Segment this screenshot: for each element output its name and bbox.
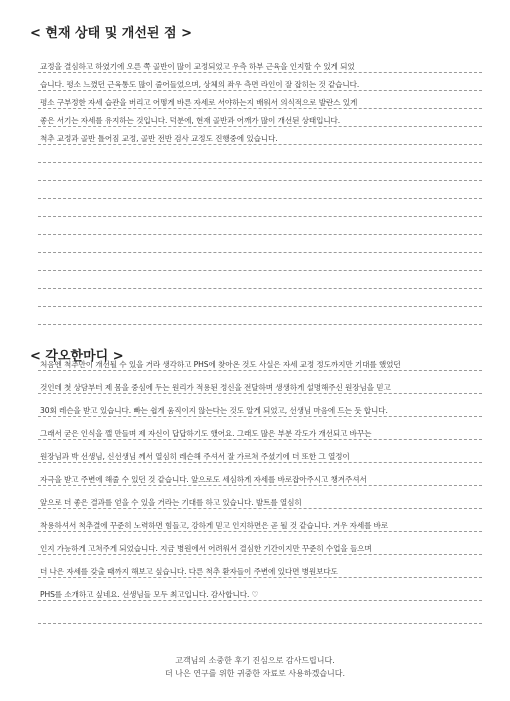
handwritten-line: 척추 교정과 골반 틀어짐 교정, 골반 전반 검사 교정도 진행중에 있습니다.	[40, 134, 278, 143]
handwritten-line: 처음엔 척추만이 개선될 수 있을 거라 생각하고 PHS에 찾아온 것도 사실은 자세 교정 정도까지만 기대를 했었던	[40, 360, 401, 369]
ruled-line	[38, 306, 482, 307]
ruled-line	[38, 162, 482, 163]
ruled-line	[38, 270, 482, 271]
section-resolution-heading: < 각오한마디 >	[30, 349, 124, 364]
ruled-line	[38, 144, 482, 145]
ruled-line	[38, 416, 482, 417]
ruled-line	[38, 252, 482, 253]
handwritten-line: PHS를 소개하고 싶네요. 선생님들 모두 최고입니다. 감사합니다. ♡	[40, 590, 259, 599]
handwritten-line: 더 나은 자세를 갖출 때까지 해보고 싶습니다. 다른 척추 환자들이 주변에 있다면 병원보다도	[40, 567, 338, 576]
ruled-line	[38, 126, 482, 127]
ruled-line	[38, 439, 482, 440]
handwritten-line: 인지 가능하게 고쳐주게 되었습니다. 지금 병원에서 어려워서 결심한 기간이지만 꾸준히 수업을 들으며	[40, 544, 372, 553]
footer-thanks: 고객님의 소중한 후기 진심으로 감사드립니다.	[175, 656, 335, 665]
ruled-line	[38, 485, 482, 486]
ruled-line	[38, 554, 482, 555]
handwritten-line: 습니다. 평소 느꼈던 근육통도 많이 줄어들었으며, 상체의 좌우 측면 라인이 잘 잡히는 것 같습니다.	[40, 80, 360, 89]
ruled-line	[38, 370, 482, 371]
ruled-line	[38, 180, 482, 181]
ruled-line	[38, 90, 482, 91]
ruled-line	[38, 600, 482, 601]
handwritten-line: 30회 레슨을 받고 있습니다. 빠는 쉽게 움직이지 않는다는 것도 알게 되었고, 선생님 마음에 드는 듯 합니다.	[40, 406, 388, 415]
handwritten-line: 원장님과 박 선생님, 신선생님 께서 열심히 레슨해 주셔서 잘 가르쳐 주셨기에 더 또한 그 열정이	[40, 452, 350, 461]
handwritten-line: 교정을 결심하고 하였기에 오른 쪽 골반이 많이 교정되었고 우측 하부 근육을 인지할 수 있게 되었	[40, 62, 355, 71]
ruled-line	[38, 462, 482, 463]
handwritten-line: 좋은 서기는 자세를 유지하는 것입니다. 덕분에, 현재 골반과 어깨가 많이 개선된 상태입니다.	[40, 116, 341, 125]
footer-usage-note: 더 나은 연구를 위한 귀중한 자료로 사용하겠습니다.	[164, 669, 346, 678]
handwritten-line: 앞으로 더 좋은 결과를 얻을 수 있을 거라는 기대를 하고 있습니다. 발트를 열심히	[40, 498, 302, 507]
section-current-state-heading: < 현재 상태 및 개선된 점 >	[30, 26, 192, 41]
ruled-line	[38, 393, 482, 394]
ruled-line	[38, 623, 482, 624]
ruled-line	[38, 577, 482, 578]
ruled-line	[38, 216, 482, 217]
ruled-line	[38, 508, 482, 509]
ruled-line	[38, 108, 482, 109]
handwritten-line: 자극을 받고 주변에 해줄 수 있던 것 같습니다. 앞으로도 세심하게 자세를 바로잡아주시고 챙겨주셔서	[40, 475, 367, 484]
ruled-line	[38, 72, 482, 73]
handwritten-line: 평소 구부정한 자세 습관을 버리고 어떻게 바른 자세로 서야하는지 배워서 의식적으로 발란스 있게	[40, 98, 358, 107]
handwritten-line: 것인데 첫 상담부터 제 몸을 중심에 두는 원리가 적용된 정신을 전달하며 생생하게 설명해주신 원장님을 믿고	[40, 383, 391, 392]
handwritten-line: 착용하셔서 척추결에 꾸준히 노력하면 힘들고, 강하게 믿고 인지하면은 곧 될 것 같습니다. 겨우 자세를 바로	[40, 521, 389, 530]
ruled-line	[38, 234, 482, 235]
handwritten-line: 그래서 굳은 인식을 깰 만들며 제 자신이 답답하기도 했어요. 그래도 많은 부분 각도가 개선되고 바꾸는	[40, 429, 372, 438]
ruled-line	[38, 531, 482, 532]
ruled-line	[38, 198, 482, 199]
ruled-line	[38, 324, 482, 325]
ruled-line	[38, 288, 482, 289]
